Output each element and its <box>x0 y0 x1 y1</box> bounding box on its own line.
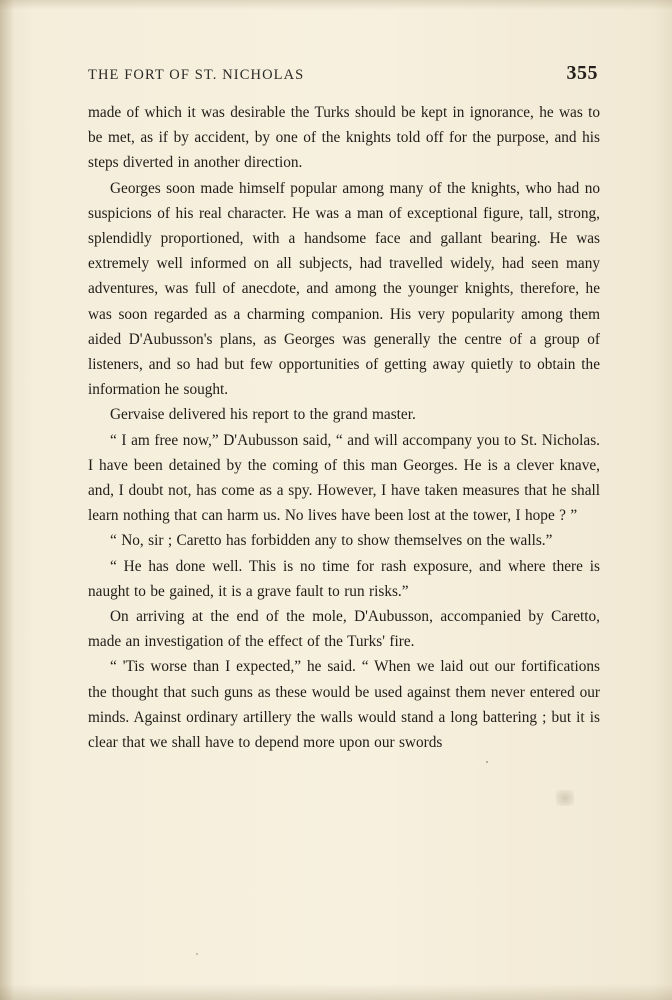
page-body <box>88 100 600 755</box>
paragraph: “ 'Tis worse than I expected,” he said. “ When we laid out our fortifications the thought that such guns as these would be used against them never entered our minds. Against ordinary artillery the walls would stand a long battering ; but it is clear that we shall have to depend more upon our swords <box>88 658 600 752</box>
page-number: 355 <box>566 62 598 84</box>
paragraph: Georges soon made himself popular among many of the knights, who had no suspicions of his real character. He was a man of exceptional figure, tall, strong, splendidly proportioned, with a handsome face and gallant bearing. He was extremely well informed on all subjects, had travelled widely, had seen many adventures, was full of anecdote, and among the younger knights, therefore, he was soon regarded as a charming companion. His very popularity among them aided D'Aubusson's plans, as Georges was generally the centre of a group of listeners, and so had but few opportunities of getting away quietly to obtain the information he sought. <box>88 179 600 399</box>
paper-speck <box>196 953 198 955</box>
page-top-shadow <box>0 0 672 10</box>
paragraph: Gervaise delivered his report to the grand master. <box>110 406 416 424</box>
page-left-shadow <box>0 0 14 1000</box>
paragraph: made of which it was desirable the Turks should be kept in ignorance, he was to be met, as if by accident, by one of the knights told off for the purpose, and his steps diverted in another direction. <box>88 104 600 172</box>
paragraph: “ I am free now,” D'Aubusson said, “ and will accompany you to St. Nicholas. I have been detained by the coming of this man Georges. He is a clever knave, and, I doubt not, has come as a spy. However, I have taken measures that he shall learn nothing that can harm us. No lives have been lost at the tower, I hope ? ” <box>88 431 600 525</box>
page-header <box>88 62 598 85</box>
paper-smudge <box>556 790 574 806</box>
page-bottom-shadow <box>0 984 672 1000</box>
paragraph: “ No, sir ; Caretto has forbidden any to show themselves on the walls.” <box>110 532 553 550</box>
paper-speck <box>486 761 488 763</box>
paragraph: “ He has done well. This is no time for rash exposure, and where there is naught to be gained, it is a grave fault to run risks.” <box>88 557 600 600</box>
running-head: THE FORT OF ST. NICHOLAS <box>88 67 305 83</box>
paragraph: On arriving at the end of the mole, D'Aubusson, accompanied by Caretto, made an investigation of the effect of the Turks' fire. <box>88 608 600 651</box>
